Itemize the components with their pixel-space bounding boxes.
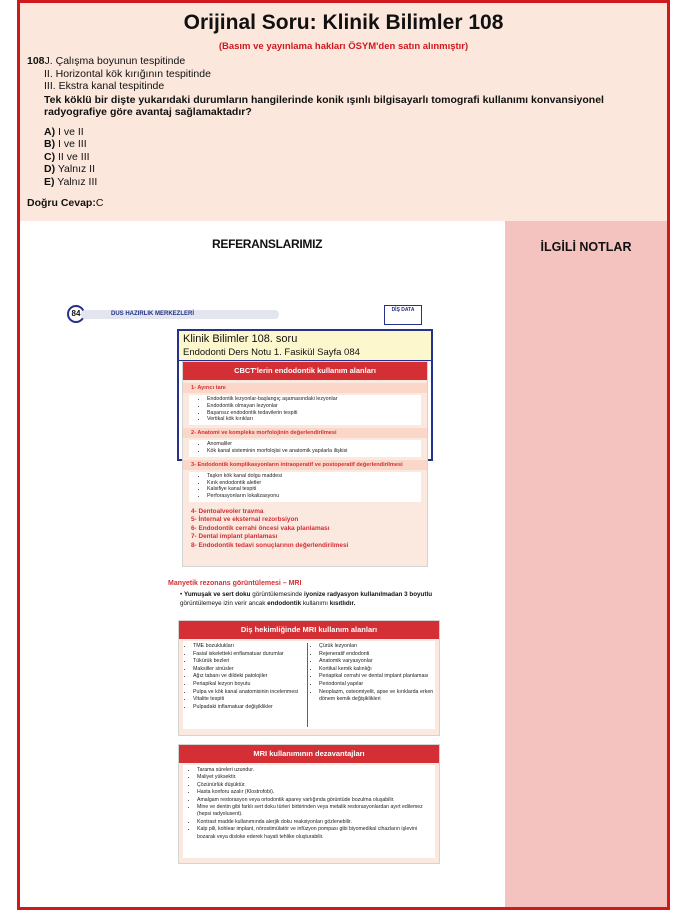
mri-disadvantages-list	[183, 765, 435, 858]
list-item: • Anomaliler	[207, 441, 421, 448]
mri-uses-right	[311, 643, 435, 704]
option-c	[44, 151, 657, 164]
list-item: • Kontrast madde kullanımında alerjik doku reaksiyonları gözlenebilir.	[197, 819, 431, 826]
question-stem: Tek köklü bir dişte yukarıdaki durumların hangilerinde konik ışınlı bilgisayarlı tomografi kullanımı konvansiyonel radyografiye göre avantaj sağlamaktadır?	[44, 93, 604, 118]
list-item: • Neoplazm, osteomiyelit, apse ve kırıklarda erken dönem kemik değişiklikleri	[319, 689, 435, 704]
page-frame	[17, 0, 670, 910]
source-header	[179, 331, 431, 361]
list-item: • Pulpadaki inflamatuar değişiklikler	[193, 704, 303, 712]
answer-label: Doğru Cevap:	[27, 197, 96, 209]
list-item: • Amalgam restorasyon veya ortodontik aparey varlığında görüntüde bozulma oluşabilir.	[197, 797, 431, 804]
list-item: • Periapikal cerrahi ve dental implant planlaması	[319, 673, 435, 681]
list-item: • Ağız tabanı ve dildeki patolojiler	[193, 673, 303, 681]
red-item: 6- Endodontik cerrahi öncesi vaka planlaması	[191, 524, 330, 532]
dis-data-logo: DİŞ DATA	[384, 305, 422, 325]
cbct-section-list	[189, 395, 421, 425]
list-item: • Kortikal kemik kalınlığı	[319, 666, 435, 674]
option-text: II ve III	[58, 150, 90, 163]
mri-uses-box	[178, 620, 440, 736]
option-letter: C)	[44, 150, 56, 163]
option-a	[44, 126, 657, 139]
mri-disadvantages-title: MRI kullanımının dezavantajları	[179, 745, 439, 763]
list-item: • Vertikal kök kırıkları	[207, 416, 421, 423]
list-item: • Pulpa ve kök kanal anatomisinin incelenmesi	[193, 689, 303, 697]
option-e	[44, 176, 657, 189]
mri-uses-title: Diş hekimliğinde MRI kullanım alanları	[179, 621, 439, 639]
question-block	[27, 55, 657, 188]
list-item: • Başarısız endodontik tedavilerin tespiti	[207, 410, 421, 417]
cbct-box	[182, 361, 428, 567]
list-item: • Kalp pili, kohlear implant, nörostimülatör ve infüzyon pompası gibi biyomedikal cihazların işlevini bozarak veya disloke ederek hayati tehlike oluşturabilir.	[197, 826, 431, 841]
option-letter: A)	[44, 125, 56, 138]
notes-heading: İLGİLİ NOTLAR	[540, 240, 632, 254]
list-item: • Vitalite tespiti	[193, 696, 303, 704]
mri-text-part: endodontik	[267, 600, 302, 607]
mri-bullet: • Yumuşak ve sert doku görüntülemesinde iyonize radyasyon kullanılmadan 3 boyutlu görüntülemeye izin verir ancak endodontik kullanımı kısıtlıdır.	[180, 591, 433, 607]
list-item: • Kök kanal sisteminin morfolojisi ve anatomik yapılarla ilişkisi	[207, 448, 421, 455]
question-item-3: III. Ekstra kanal tespitinde	[44, 80, 165, 92]
cbct-section-heading: 2- Anatomi ve kompleks morfolojinin değerlendirilmesi	[183, 428, 427, 438]
question-number: 108	[27, 55, 45, 67]
mri-uses-left	[185, 643, 303, 711]
red-item: 8- Endodontik tedavi sonuçlarının değerlendirilmesi	[191, 541, 349, 549]
list-item: • Tarama süreleri uzundur.	[197, 767, 431, 774]
list-item: • Çürük lezyonları	[319, 643, 435, 651]
list-item: • Çözünürlük düşüktür.	[197, 782, 431, 789]
option-text: I ve II	[58, 125, 84, 138]
references-heading: REFERANSLARIMIZ	[212, 237, 323, 251]
cbct-section-list	[189, 440, 421, 457]
page-number-badge: 84	[67, 305, 85, 323]
list-item: • Kalsifiye kanal tespiti	[207, 486, 421, 493]
source-line-2: Endodonti Ders Notu 1. Fasikül Sayfa 084	[183, 347, 360, 358]
cbct-red-list	[183, 504, 427, 554]
list-item: • Taşkın kök kanal dolgu maddesi	[207, 473, 421, 480]
list-item: • Maksiller sinüsler	[193, 666, 303, 674]
column-divider	[307, 643, 308, 727]
option-d	[44, 163, 657, 176]
banner-bar	[81, 310, 279, 319]
option-letter: E)	[44, 175, 55, 188]
cbct-title: CBCT'lerin endodontik kullanım alanları	[183, 362, 427, 380]
red-item: 4- Dentoalveoler travma	[191, 507, 264, 515]
mri-text-part: Yumuşak ve sert doku	[183, 591, 251, 598]
list-item: • Periodontal yapılar	[319, 681, 435, 689]
cbct-section-list	[189, 472, 421, 502]
mri-text-part: görüntülemeye izin verir ancak	[180, 600, 268, 607]
list-item: • Perforasyonların lokalizasyonu	[207, 493, 421, 500]
question-item-1: J. Çalışma boyunun tespitinde	[44, 55, 186, 67]
list-item: • Periapikal lezyon boyutu	[193, 681, 303, 689]
question-item-2: II. Horizontal kök kırığının tespitinde	[44, 67, 211, 80]
mri-text-part: görüntülemesinde	[250, 591, 305, 598]
list-item: • Kırık endodontik aletler	[207, 480, 421, 487]
options-list	[27, 126, 657, 189]
notes-column	[505, 221, 667, 907]
option-text: Yalnız II	[57, 163, 95, 175]
page-title: Orijinal Soru: Klinik Bilimler 108	[183, 11, 504, 34]
list-item: • Tükürük bezleri	[193, 658, 303, 666]
red-item: 7- Dental implant planlaması	[191, 533, 278, 541]
list-item: • Rejeneratif endodonti	[319, 651, 435, 659]
mri-title: Manyetik rezonans görüntülemesi – MRI	[168, 580, 302, 587]
option-text: Yalnız III	[57, 175, 98, 188]
mri-disadvantages-box	[178, 744, 440, 864]
banner-text: DUS HAZIRLIK MERKEZLERİ	[111, 311, 194, 317]
option-letter: D)	[44, 163, 56, 175]
question-panel	[20, 3, 667, 221]
list-item: • Mine ve dentin gibi farklı sert doku türleri birbirinden veya metalik restorasyonlardan ayırt edilemez (hepsi radyolusent).	[197, 804, 431, 819]
list-item: • Endodontik lezyonlar-başlangıç aşamasındaki lezyonlar	[207, 396, 421, 403]
copyright-note: (Basım ve yayınlama hakları ÖSYM'den satın alınmıştır)	[218, 41, 469, 52]
reference-page-banner	[67, 305, 419, 323]
mri-text-part: kısıtlıdır.	[329, 600, 356, 607]
list-item: • Anatomik varyasyonlar	[319, 658, 435, 666]
mri-text-part: kullanımı	[301, 600, 330, 607]
references-column	[20, 221, 505, 907]
list-item: • TME bozuklukları	[193, 643, 303, 651]
correct-answer	[27, 197, 103, 209]
red-item: 5- İnternal ve eksternal rezorbsiyon	[191, 516, 299, 524]
cbct-section-heading: 1- Ayırıcı tanı	[183, 383, 427, 393]
mri-uses-columns	[183, 641, 435, 729]
question-first-line	[27, 55, 657, 68]
mri-text-part: iyonize radyasyon kullanılmadan 3 boyutlu	[304, 591, 433, 598]
option-text: I ve III	[58, 138, 87, 150]
cbct-section-heading: 3- Endodontik komplikasyonların intraoperatif ve postoperatif değerlendirilmesi	[183, 460, 427, 470]
option-b	[44, 138, 657, 151]
answer-value: C	[95, 197, 104, 209]
option-letter: B)	[44, 138, 56, 150]
source-line-1: Klinik Bilimler 108. soru	[183, 333, 298, 345]
list-item: • Fasial iskeletteki enflamatuar durumlar	[193, 651, 303, 659]
list-item: • Hasta konforu azalır (Klostrofobi).	[197, 789, 431, 796]
list-item: • Maliyet yüksektir.	[197, 774, 431, 781]
list-item: • Endodontik olmayan lezyonlar	[207, 403, 421, 410]
